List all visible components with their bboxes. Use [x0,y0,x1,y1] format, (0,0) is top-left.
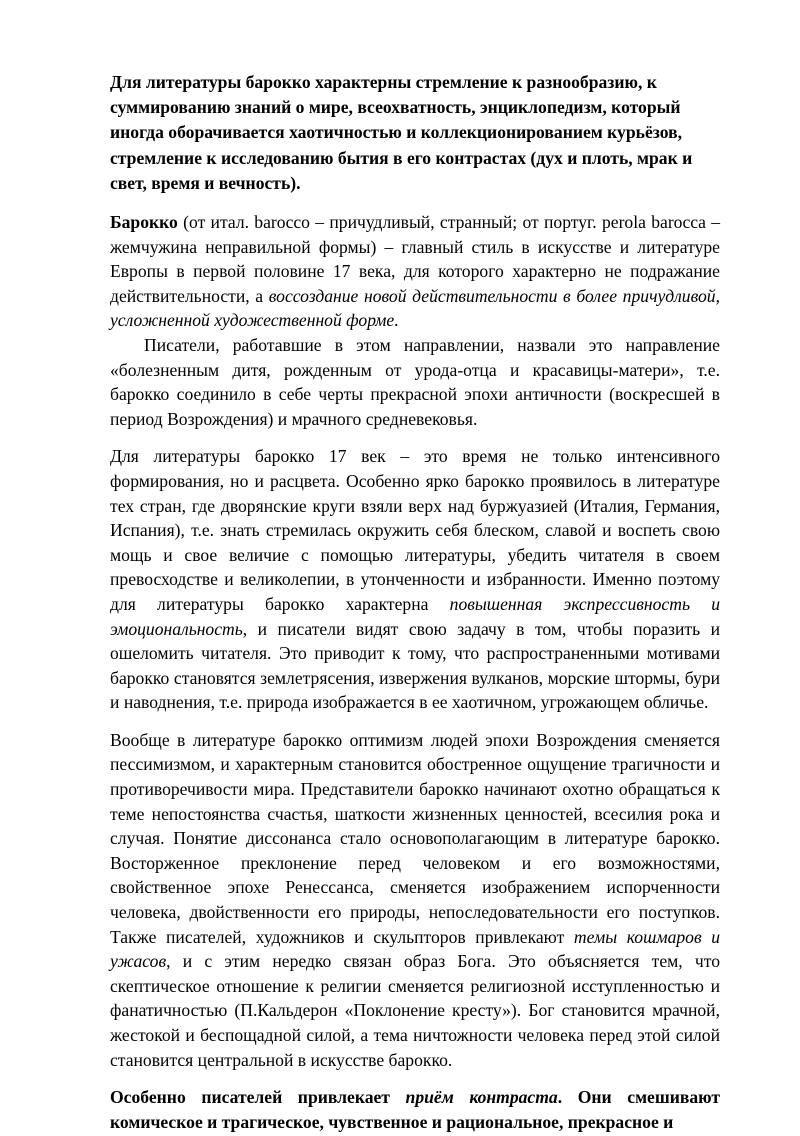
definition-text-part2: . [394,310,399,331]
lead-paragraph: Для литературы барокко характерны стремление к разнообразию, к суммированию знаний о мире, всеохватность, энциклопедизм, который иногда оборачивается хаотичностью и коллекционированием курьёзов, стремление к исследованию бытия в его контрастах (дух и плоть, мрак и свет, время и вечность). [110,72,693,193]
writers-paragraph: Писатели, работавшие в этом направлении, назвали это направление «болезненным дитя, рожденным от урода-отца и красавицы-матери», т.е. барокко соединило в себе черты прекрасной эпохи античности (воскресшей в период Возрождения) и мрачного средневековья. [110,334,720,429]
pessimism-text-part2: , и с этим нередко связан образ Бога. Это объясняется тем, что скептическое отношение к религии сменяется религиозной исступленностью и фанатичностью (П.Кальдерон «Поклонение кресту»). Бог становится мрачной, жестокой и беспощадной силой, а тема ничтожности человека перед этой силой становится центральной в искусстве барокко. [110,951,720,1070]
century-emphasis: повышенная экспрессивность и эмоциональность [110,593,720,639]
definition-emphasis: воссоздание новой действительности в более причудливой, усложненной художественной форме [110,285,720,331]
pessimism-text-part1: Вообще в литературе барокко оптимизм людей эпохи Возрождения сменяется пессимизмом, и характерным становится обостренное ощущение трагичности и противоречивости мира. Представители барокко начинают охотно обращаться к теме непостоянства счастья, шаткости жизненных ценностей, всесилия рока и случая. Понятие диссонанса стало основополагающим в литературе барокко. Восторженное преклонение перед человеком и его возможностями, свойственное эпохе Ренессанса, сменяется изображением испорченности человека, двойственности его природы, непоследовательности его поступков. Также писателей, художников и скульпторов привлекают [110,729,720,947]
contrast-paragraph [110,1085,720,1135]
pessimism-emphasis: темы кошмаров и ужасов [110,926,720,972]
pessimism-paragraph [110,728,720,1072]
century-text-part2: , и писатели видят свою задачу в том, чтобы поразить и ошеломить читателя. Это приводит к тому, что распространенными мотивами барокко становятся землетрясения, извержения вулканов, морские штормы, бури и наводнения, т.е. природа изображается в ее хаотичном, угрожающем обличье. [110,618,720,713]
contrast-emphasis: приём контраста [405,1087,558,1108]
contrast-text-part2: . Они смешивают комическое и трагическое, чувственное и рациональное, прекрасное и [110,1087,720,1133]
century-text-part1: Для литературы барокко 17 век – это время не только интенсивного формирования, но и расцвета. Особенно ярко барокко проявилось в литературе тех стран, где дворянские круги взяли верх над буржуазией (Италия, Германия, Испания), т.е. знать стремилась окружить себя блеском, славой и воспеть свою мощь и свое величие с помощью литературы, убедить читателя в своем превосходстве и великолепии, в утонченности и избранности. Именно поэтому для литературы барокко характерна [110,446,720,614]
term-barokko: Барокко [110,212,178,233]
century-paragraph [110,444,720,715]
document-text-body [110,70,720,1136]
definition-text-part1: (от итал. barocco – причудливый, странный; от португ. perola barocca – жемчужина неправильной формы) – главный стиль в искусстве и литературе Европы в первой половине 17 века, для которого характерно не подражание действительности, а [110,212,720,306]
contrast-text-part1: Особенно писателей привлекает [110,1087,406,1108]
definition-paragraph [110,210,720,333]
